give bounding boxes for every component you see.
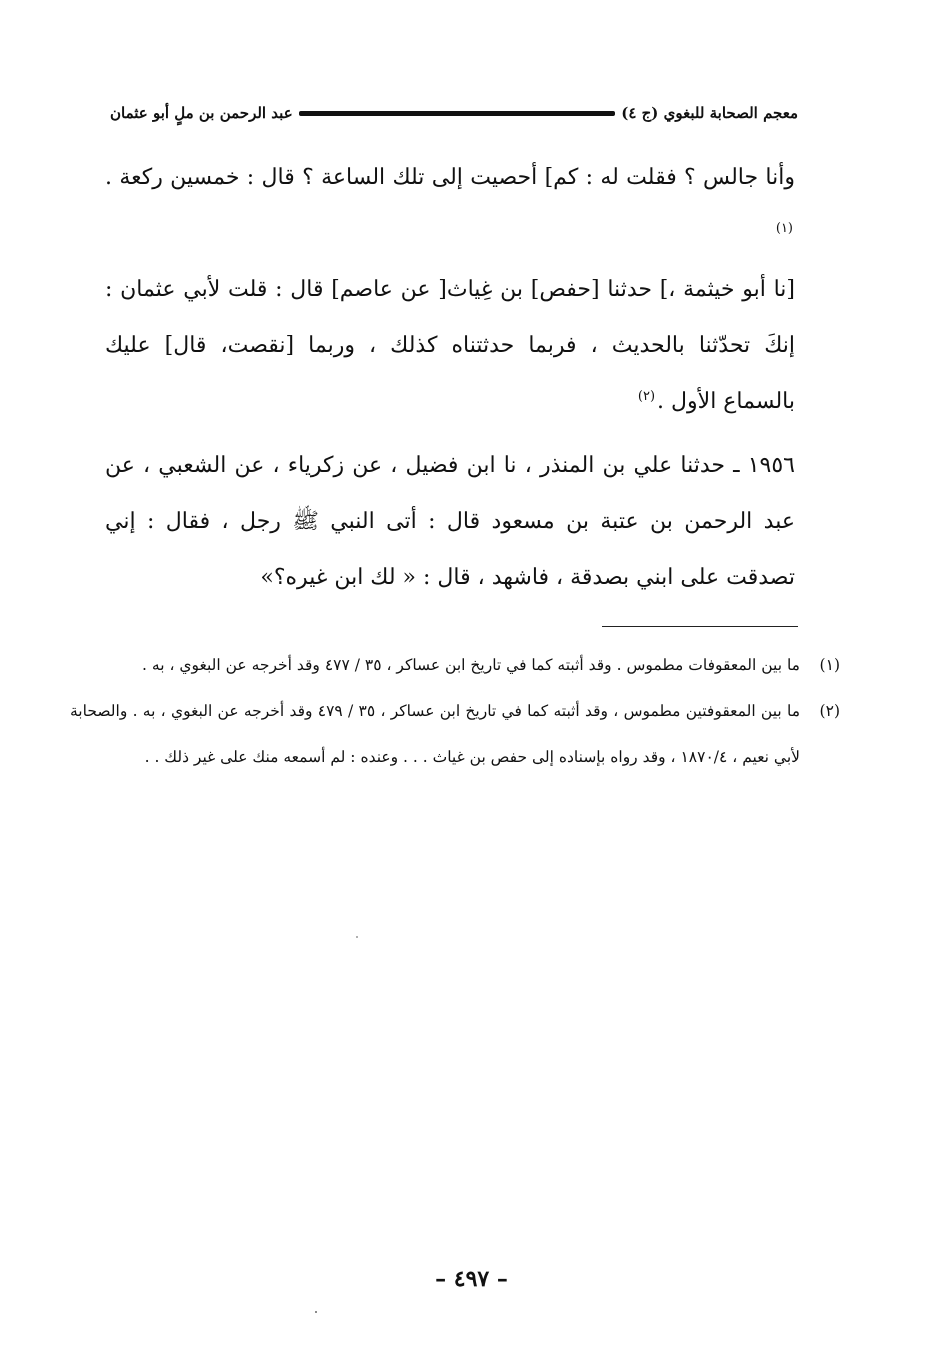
footnote-2-text: ما بين المعقوفتين مطموس ، وقد أثبته كما في تاريخ ابن عساكر ، ٣٥ / ٤٧٩ وقد أخرجه عن البغوي ، به . والصحابة لأبي نعيم ، ١٨٧٠/٤ ، وقد رواه بإسناده إلى حفص بن غياث . . . وعنده : لم أسمعه منك على غير ذلك . . [70,702,800,766]
header-book-title: معجم الصحابة للبغوي (ج ٤) [621,104,798,122]
footnotes [70,642,840,780]
main-text [105,150,795,614]
paragraph-2 [105,262,795,430]
footnote-2 [70,688,840,780]
page-number: – ٤٩٧ – [435,1266,508,1292]
header-rule [299,111,616,116]
paragraph-1 [105,150,795,262]
footnote-2-number: (٢) [819,702,840,720]
paragraph-1-text: وأنا جالس ؟ فقلت له : كم] أحصيت إلى تلك الساعة ؟ قال : خمسين ركعة . [105,165,795,190]
header-section-title: عبد الرحمن بن ملٍ أبو عثمان [110,104,293,122]
footnote-ref-2: (٢) [637,388,656,404]
scan-speck [356,936,358,938]
paragraph-3 [105,438,795,606]
footnote-separator [602,626,798,627]
paragraph-2-text: [نا أبو خيثمة ،] حدثنا [حفص] بن غِياث[ عن عاصم] قال : قلت لأبي عثمان : إنكَ تحدّثنا بالحديث ، فربما حدثتناه كذلك ، وربما [نقصت، قال] عليك بالسماع الأول . [105,277,795,414]
footnote-1-number: (١) [819,656,840,674]
footnote-1 [70,642,840,688]
scan-speck [315,1311,317,1313]
paragraph-3-text: ١٩٥٦ ـ حدثنا علي بن المنذر ، نا ابن فضيل ، عن زكرياء ، عن الشعبي ، عن عبد الرحمن بن عتبة بن مسعود قال : أتى النبي ﷺ رجل ، فقال : إني تصدقت على ابني بصدقة ، فاشهد ، قال : « لك ابن غيره؟» [105,453,795,590]
footnote-ref-1: (١) [775,220,793,236]
footnote-1-text: ما بين المعقوفات مطموس . وقد أثبته كما في تاريخ ابن عساكر ، ٣٥ / ٤٧٧ وقد أخرجه عن البغوي ، به . [142,656,800,674]
running-header [110,96,798,130]
